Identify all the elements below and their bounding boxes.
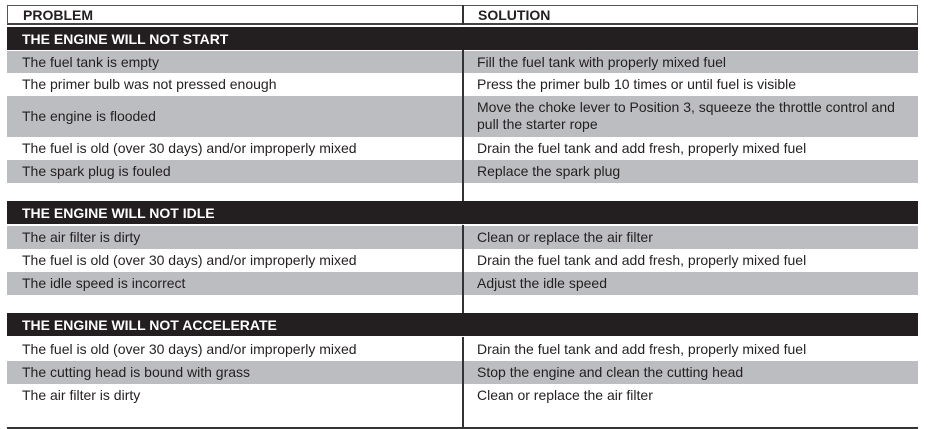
solution-cell: Press the primer bulb 10 times or until fuel is visible [477, 76, 797, 92]
problem-cell: The idle speed is incorrect [22, 275, 186, 291]
column-divider [462, 5, 464, 25]
section-header-not-idle: THE ENGINE WILL NOT IDLE [7, 201, 918, 224]
solution-cell: Drain the fuel tank and add fresh, properly mixed fuel [477, 140, 807, 156]
problem-cell: The primer bulb was not pressed enough [22, 76, 277, 92]
problem-cell: The fuel tank is empty [22, 54, 159, 70]
problem-cell: The engine is flooded [22, 108, 156, 124]
problem-cell: The air filter is dirty [22, 387, 141, 403]
problem-cell: The fuel is old (over 30 days) and/or improperly mixed [22, 341, 357, 357]
column-divider [462, 225, 464, 313]
problem-cell: The air filter is dirty [22, 229, 141, 245]
column-divider [462, 50, 464, 201]
solution-cell: Clean or replace the air filter [477, 387, 653, 403]
problem-cell: The cutting head is bound with grass [22, 364, 251, 380]
problem-column-header: PROBLEM [23, 7, 93, 23]
problem-cell: The fuel is old (over 30 days) and/or improperly mixed [22, 252, 357, 268]
solution-cell: Move the choke lever to Position 3, squeeze the throttle control and pull the starter rope [477, 99, 895, 132]
column-divider [462, 337, 464, 427]
section-header-not-accelerate: THE ENGINE WILL NOT ACCELERATE [7, 313, 918, 336]
problem-cell: The spark plug is fouled [22, 163, 171, 179]
solution-cell: Clean or replace the air filter [477, 229, 653, 245]
problem-cell: The fuel is old (over 30 days) and/or improperly mixed [22, 140, 357, 156]
solution-cell: Drain the fuel tank and add fresh, properly mixed fuel [477, 341, 807, 357]
solution-cell: Stop the engine and clean the cutting head [477, 364, 744, 380]
solution-cell: Adjust the idle speed [477, 275, 607, 291]
section-header-not-start: THE ENGINE WILL NOT START [7, 27, 918, 50]
solution-cell: Drain the fuel tank and add fresh, properly mixed fuel [477, 252, 807, 268]
solution-column-header: SOLUTION [478, 7, 551, 23]
solution-cell: Replace the spark plug [477, 163, 621, 179]
solution-cell: Fill the fuel tank with properly mixed fuel [477, 54, 726, 70]
